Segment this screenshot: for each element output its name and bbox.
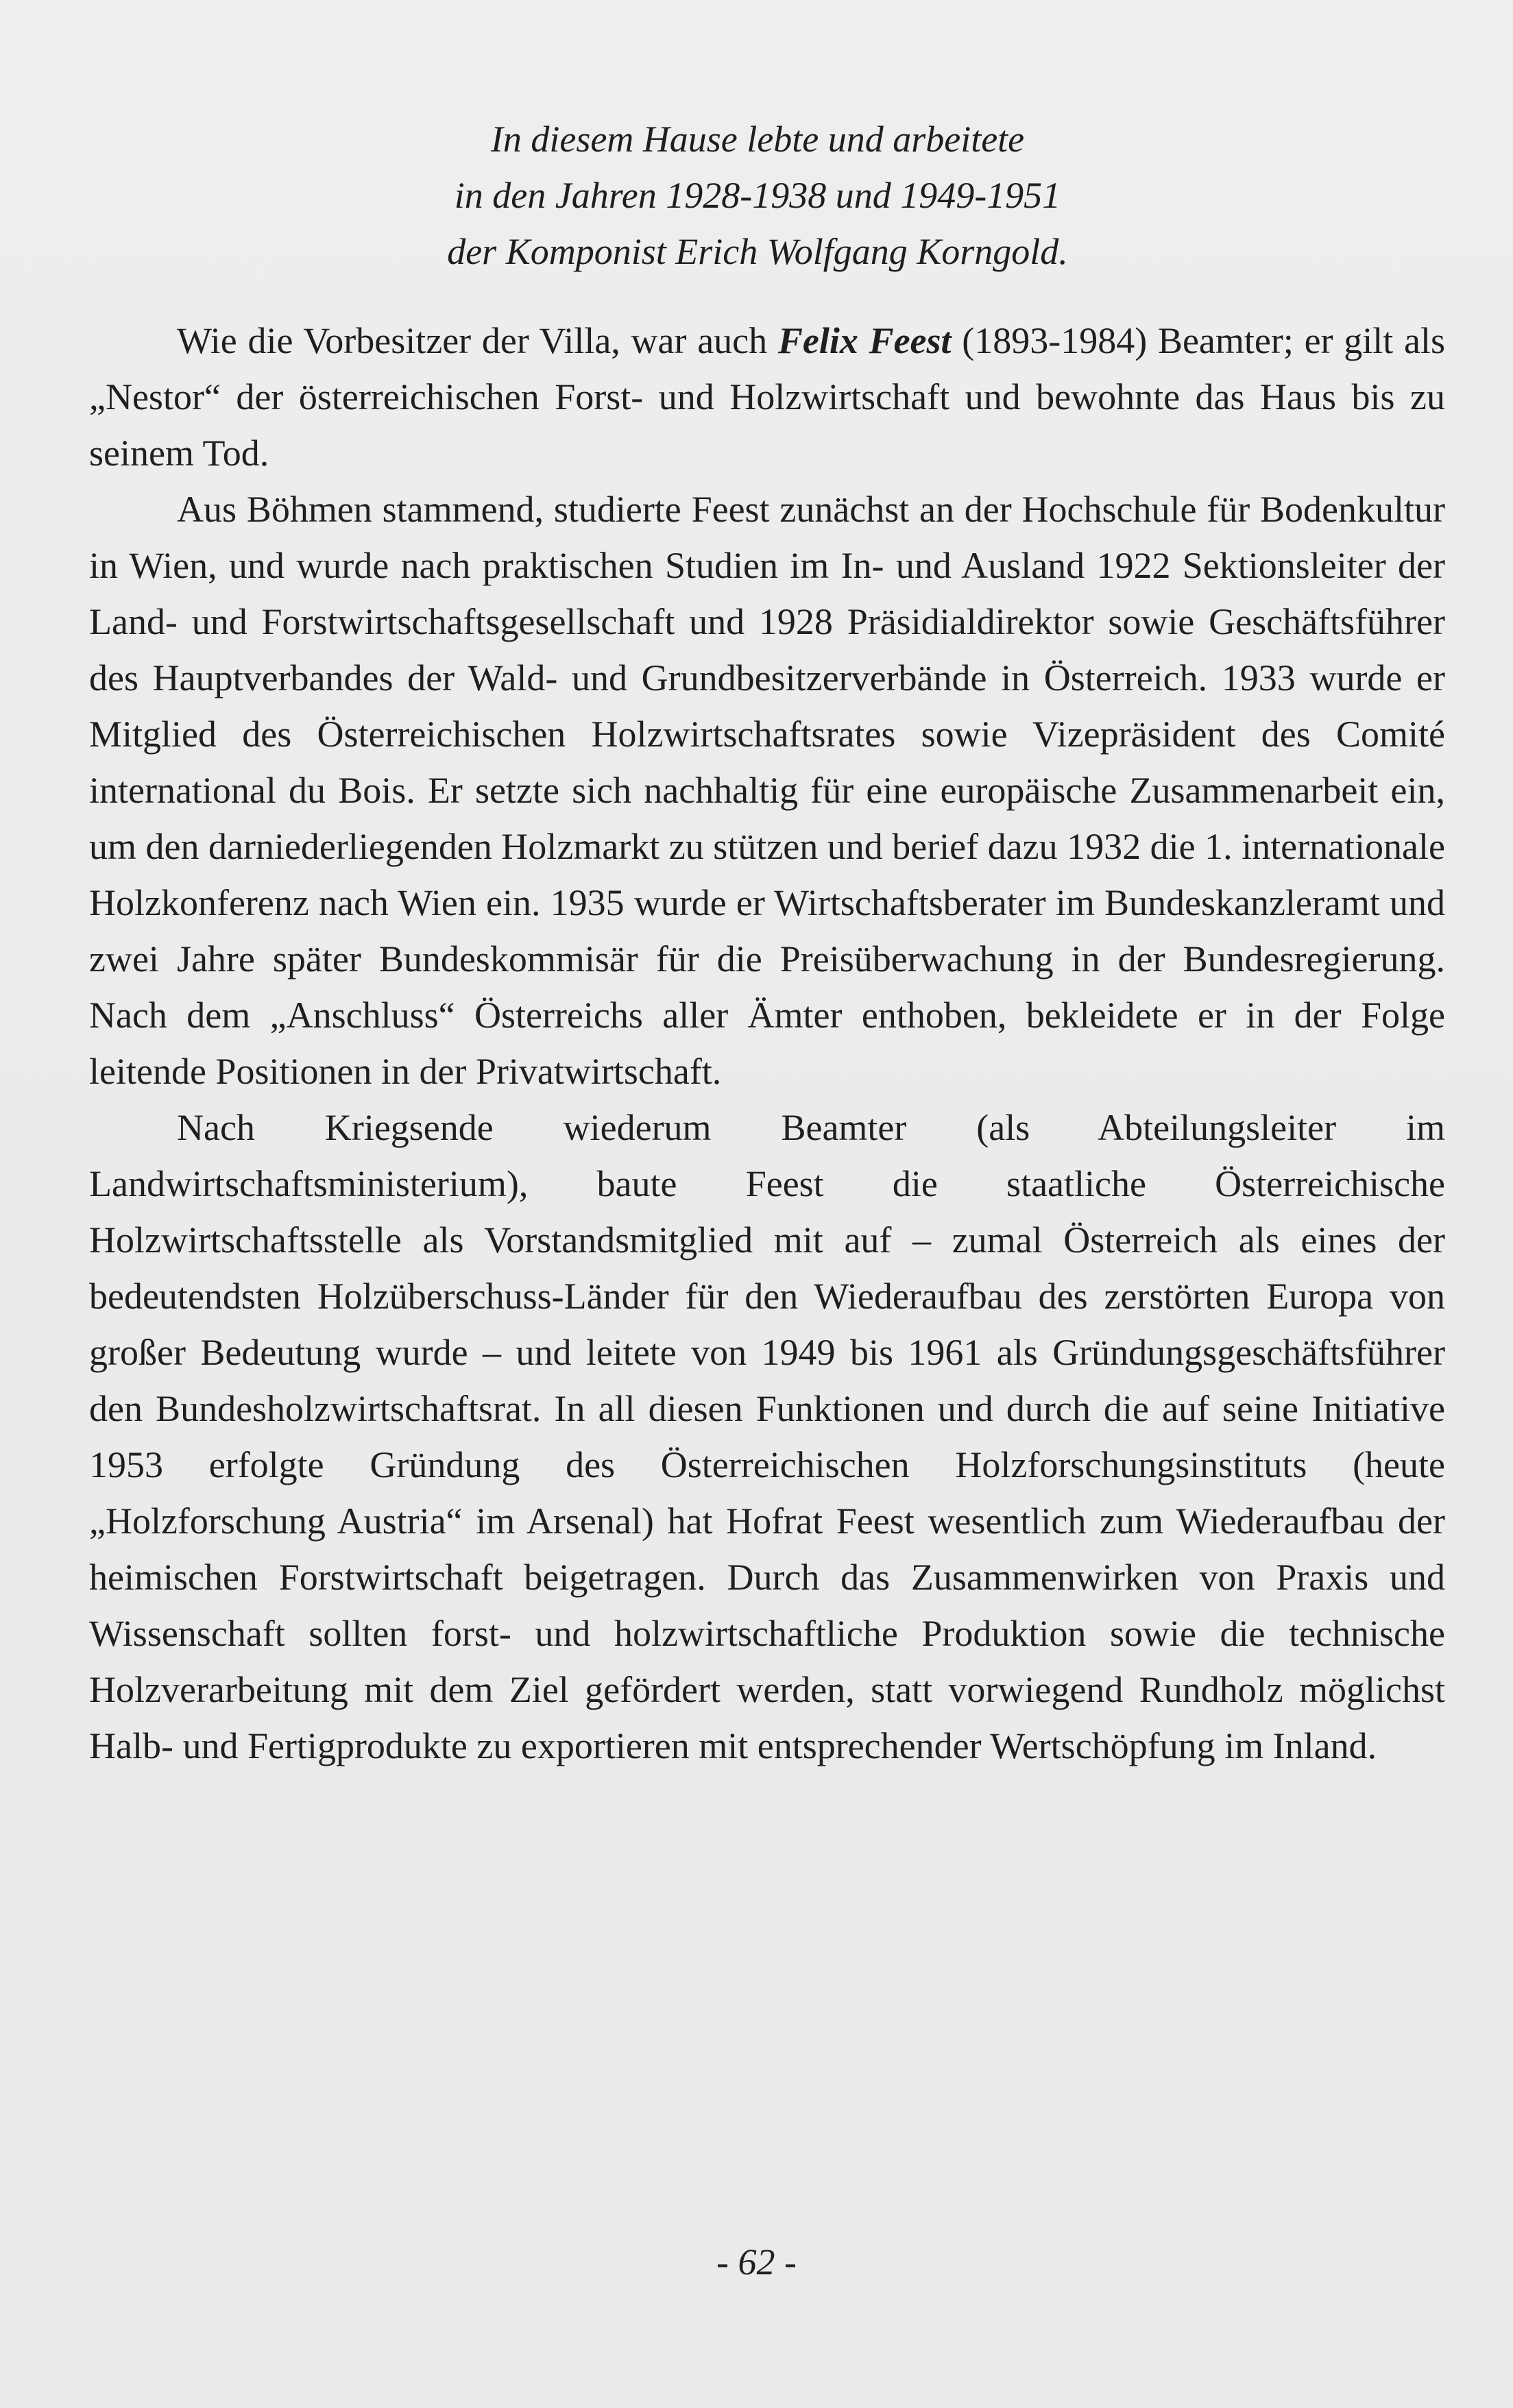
paragraph-postwar: Nach Kriegsende wiederum Beamter (als Abteilungsleiter im Landwirtschaftsministerium), baute Feest die staatliche Österreichische Holzwirtschaftsstelle als Vorstandsmitglied mit auf – zumal Österreich als eines der bedeutendsten Holzüberschuss-Länder für den Wiederaufbau des zerstörten Europa von großer Bedeutung wurde – und leitete von 1949 bis 1961 als Gründungsgeschäftsführer den Bundesholzwirtschaftsrat. In all diesen Funktionen und durch die auf seine Initiative 1953 erfolgte Gründung des Österreichischen Holzforschungsinstituts (heute „Holzforschung Austria“ im Arsenal) hat Hofrat Feest wesentlich zum Wiederaufbau der heimischen Forstwirtschaft beigetragen. Durch das Zusammenwirken von Praxis und Wissenschaft sollten forst- und holzwirtschaftliche Produktion sowie die technische Holzverarbeitung mit dem Ziel gefördert werden, statt vorwiegend Rundholz möglichst Halb- und Fertigprodukte zu exportieren mit entsprechender Wertschöpfung im Inland. — [89, 1107, 1445, 1766]
body-text — [89, 313, 1445, 1774]
paragraph-text: Wie die Vorbesitzer der Villa, war auch — [177, 320, 778, 361]
epigraph — [89, 111, 1426, 280]
paragraph-text: (1893-1984) Beamter; er gilt als „Nestor“ der österreichischen Forst- und Holzwirtschaft und bewohnte das Haus bis zu seinem Tod. — [89, 320, 1445, 474]
page-number: - 62 - — [716, 2241, 797, 2283]
epigraph-line: der Komponist Erich Wolfgang Korngold. — [447, 231, 1068, 272]
paragraph-feest-intro — [89, 313, 1445, 481]
epigraph-line: in den Jahren 1928-1938 und 1949-1951 — [454, 175, 1061, 216]
person-name: Felix Feest — [777, 320, 952, 361]
epigraph-line: In diesem Hause lebte und arbeitete — [490, 119, 1025, 160]
paragraph-career: Aus Böhmen stammend, studierte Feest zunächst an der Hochschule für Bodenkultur in Wien, und wurde nach praktischen Studien im In- und Ausland 1922 Sektionsleiter der Land- und Forstwirtschaftsgesellschaft und 1928 Präsidialdirektor sowie Geschäftsführer des Hauptverbandes der Wald- und Grundbesitzerverbände in Österreich. 1933 wurde er Mitglied des Österreichischen Holzwirtschaftsrates sowie Vizepräsident des Comité international du Bois. Er setzte sich nachhaltig für eine europäische Zusammenarbeit ein, um den darniederliegenden Holzmarkt zu stützen und berief dazu 1932 die 1. internationale Holzkonferenz nach Wien ein. 1935 wurde er Wirtschaftsberater im Bundeskanzleramt und zwei Jahre später Bundeskommisär für die Preisüberwachung in der Bundesregierung. Nach dem „Anschluss“ Österreichs aller Ämter enthoben, bekleidete er in der Folge leitende Positionen in der Privatwirtschaft. — [89, 489, 1445, 1092]
